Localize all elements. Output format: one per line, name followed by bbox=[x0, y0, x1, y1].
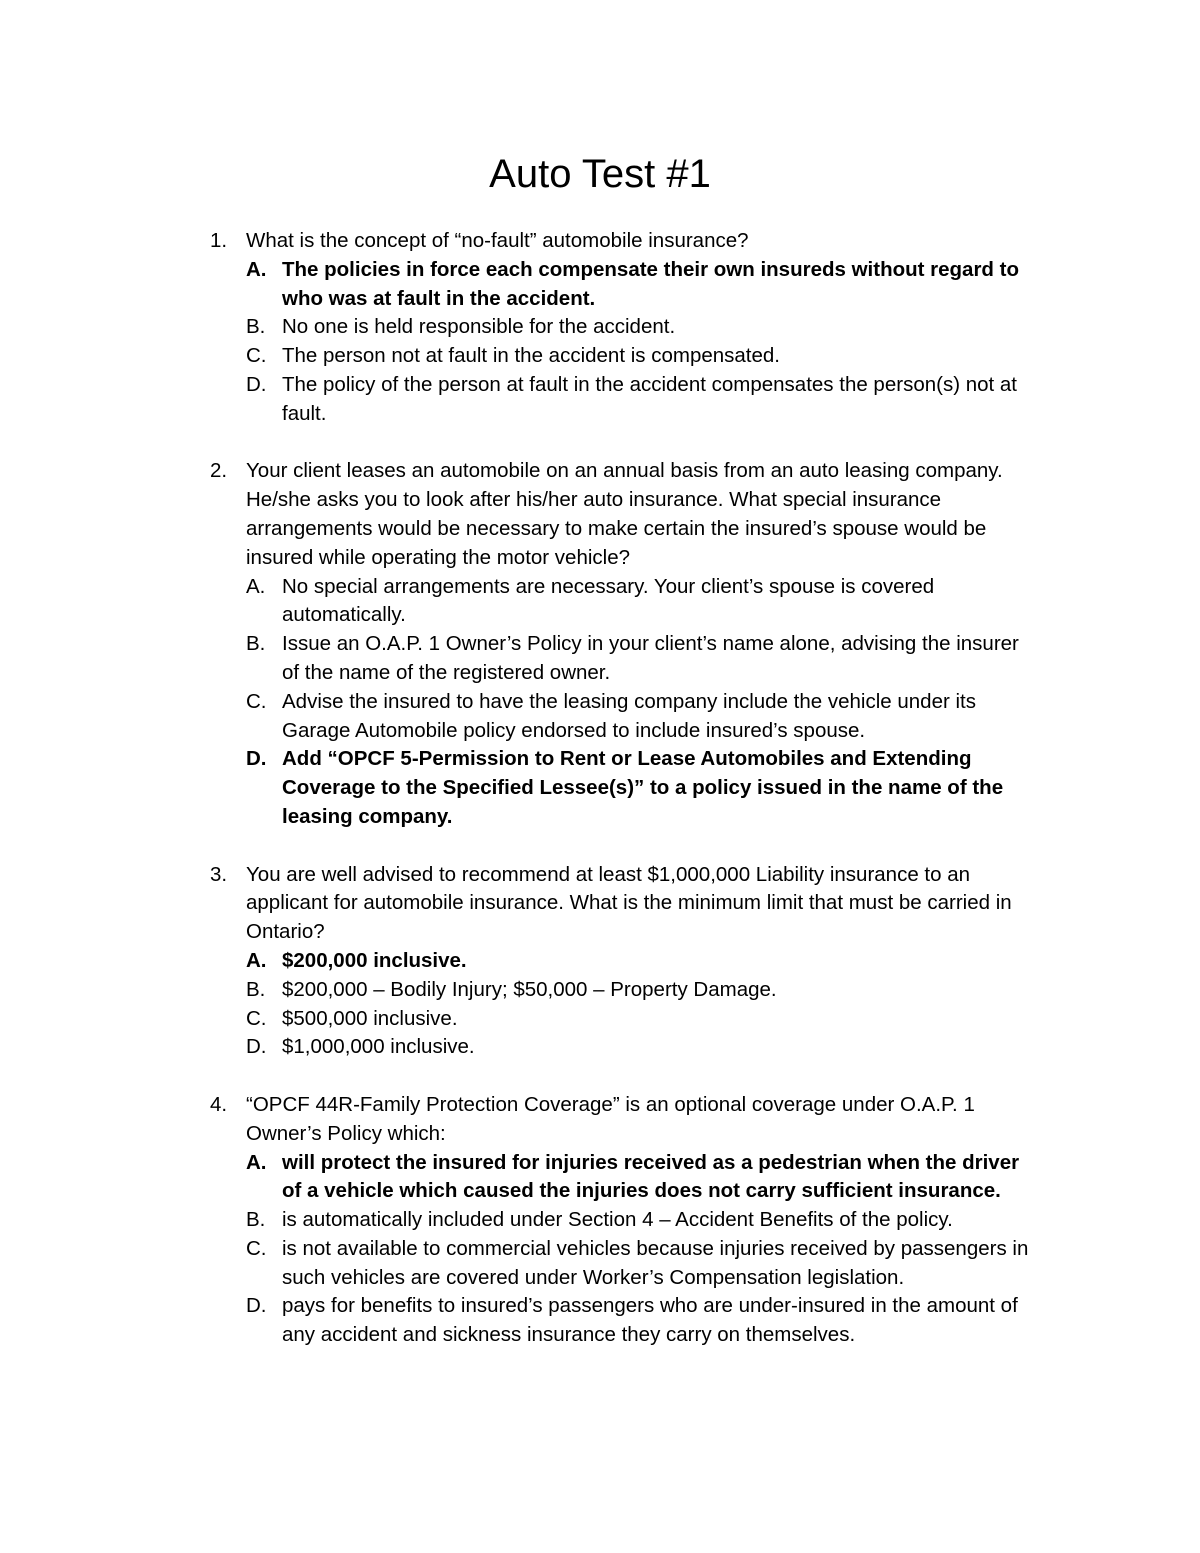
question-text: What is the concept of “no-fault” automobile insurance? bbox=[246, 229, 749, 252]
question-number: 2. bbox=[210, 459, 228, 483]
answer-option bbox=[246, 256, 1030, 314]
option-text: The policy of the person at fault in the accident compensates the person(s) not at fault. bbox=[282, 372, 1018, 425]
answer-option bbox=[246, 947, 1030, 976]
option-letter: B. bbox=[246, 977, 266, 1001]
question-1 bbox=[210, 227, 1030, 429]
question-4 bbox=[210, 1091, 1030, 1350]
answer-option bbox=[246, 630, 1030, 688]
answer-option bbox=[246, 688, 1030, 746]
option-letter: A. bbox=[246, 257, 267, 281]
question-text: Your client leases an automobile on an annual basis from an auto leasing company. He/she asks you to look after his/her auto insurance. What special insurance arrangements would be necessary to make certain the insured’s spouse would be insured while operating the motor vehicle? bbox=[246, 459, 1003, 569]
option-text: $200,000 – Bodily Injury; $50,000 – Property Damage. bbox=[282, 977, 777, 1001]
option-text: $1,000,000 inclusive. bbox=[282, 1035, 475, 1059]
option-text: $500,000 inclusive. bbox=[282, 1006, 458, 1030]
option-text: No special arrangements are necessary. Your client’s spouse is covered automatically. bbox=[282, 574, 935, 627]
option-text: is not available to commercial vehicles because injuries received by passengers in such vehicles are covered under Worker’s Compensation legislation. bbox=[282, 1236, 1029, 1289]
option-text: Issue an O.A.P. 1 Owner’s Policy in your client’s name alone, advising the insurer of the name of the registered owner. bbox=[282, 632, 1019, 684]
answer-option bbox=[246, 1206, 1030, 1235]
answer-options bbox=[246, 573, 1030, 832]
answer-option bbox=[246, 1033, 1030, 1062]
option-letter: D. bbox=[246, 1035, 267, 1059]
question-number: 3. bbox=[210, 862, 228, 886]
option-letter: B. bbox=[246, 1208, 266, 1232]
answer-option bbox=[246, 1149, 1030, 1207]
option-text: No one is held responsible for the accident. bbox=[282, 315, 676, 339]
option-letter: B. bbox=[246, 632, 266, 656]
answer-option bbox=[246, 313, 1030, 342]
question-2 bbox=[210, 457, 1030, 831]
answer-option bbox=[246, 976, 1030, 1005]
answer-options bbox=[246, 1149, 1030, 1351]
option-letter: D. bbox=[246, 747, 267, 771]
option-text: The person not at fault in the accident is compensated. bbox=[282, 344, 780, 368]
option-letter: D. bbox=[246, 1294, 267, 1318]
answer-option bbox=[246, 573, 1030, 631]
question-list bbox=[210, 227, 1030, 1379]
option-letter: C. bbox=[246, 1006, 267, 1030]
option-letter: A. bbox=[246, 948, 267, 972]
answer-option bbox=[246, 1292, 1030, 1350]
answer-option bbox=[246, 1005, 1030, 1034]
option-letter: C. bbox=[246, 1236, 267, 1260]
question-text: “OPCF 44R-Family Protection Coverage” is an optional coverage under O.A.P. 1 Owner’s Policy which: bbox=[246, 1092, 975, 1145]
answer-options bbox=[246, 947, 1030, 1062]
option-letter: C. bbox=[246, 689, 267, 713]
option-letter: D. bbox=[246, 372, 267, 396]
answer-option bbox=[246, 371, 1030, 429]
question-text: You are well advised to recommend at least $1,000,000 Liability insurance to an applicant for automobile insurance. What is the minimum limit that must be carried in Ontario? bbox=[246, 862, 1012, 944]
answer-option bbox=[246, 745, 1030, 831]
option-text: is automatically included under Section 4 – Accident Benefits of the policy. bbox=[282, 1208, 953, 1232]
question-number: 4. bbox=[210, 1092, 228, 1116]
option-text: Advise the insured to have the leasing company include the vehicle under its Garage Automobile policy endorsed to include insured’s spouse. bbox=[282, 689, 977, 742]
option-letter: B. bbox=[246, 315, 266, 339]
question-3 bbox=[210, 861, 1030, 1063]
option-letter: A. bbox=[246, 574, 266, 598]
option-letter: A. bbox=[246, 1150, 267, 1174]
answer-option bbox=[246, 1235, 1030, 1293]
option-text: will protect the insured for injuries received as a pedestrian when the driver of a vehicle which caused the injuries does not carry sufficient insurance. bbox=[282, 1150, 1020, 1203]
answer-option bbox=[246, 342, 1030, 371]
question-number: 1. bbox=[210, 229, 228, 252]
option-text: The policies in force each compensate their own insureds without regard to who was at fault in the accident. bbox=[282, 257, 1019, 310]
option-letter: C. bbox=[246, 344, 267, 368]
option-text: Add “OPCF 5-Permission to Rent or Lease Automobiles and Extending Coverage to the Specified Lessee(s)” to a policy issued in the name of the leasing company. bbox=[282, 747, 1004, 828]
page-title: Auto Test #1 bbox=[489, 152, 711, 196]
option-text: $200,000 inclusive. bbox=[282, 948, 467, 972]
option-text: pays for benefits to insured’s passengers who are under-insured in the amount of any accident and sickness insurance they carry on themselves. bbox=[282, 1294, 1018, 1347]
answer-options bbox=[246, 256, 1030, 429]
